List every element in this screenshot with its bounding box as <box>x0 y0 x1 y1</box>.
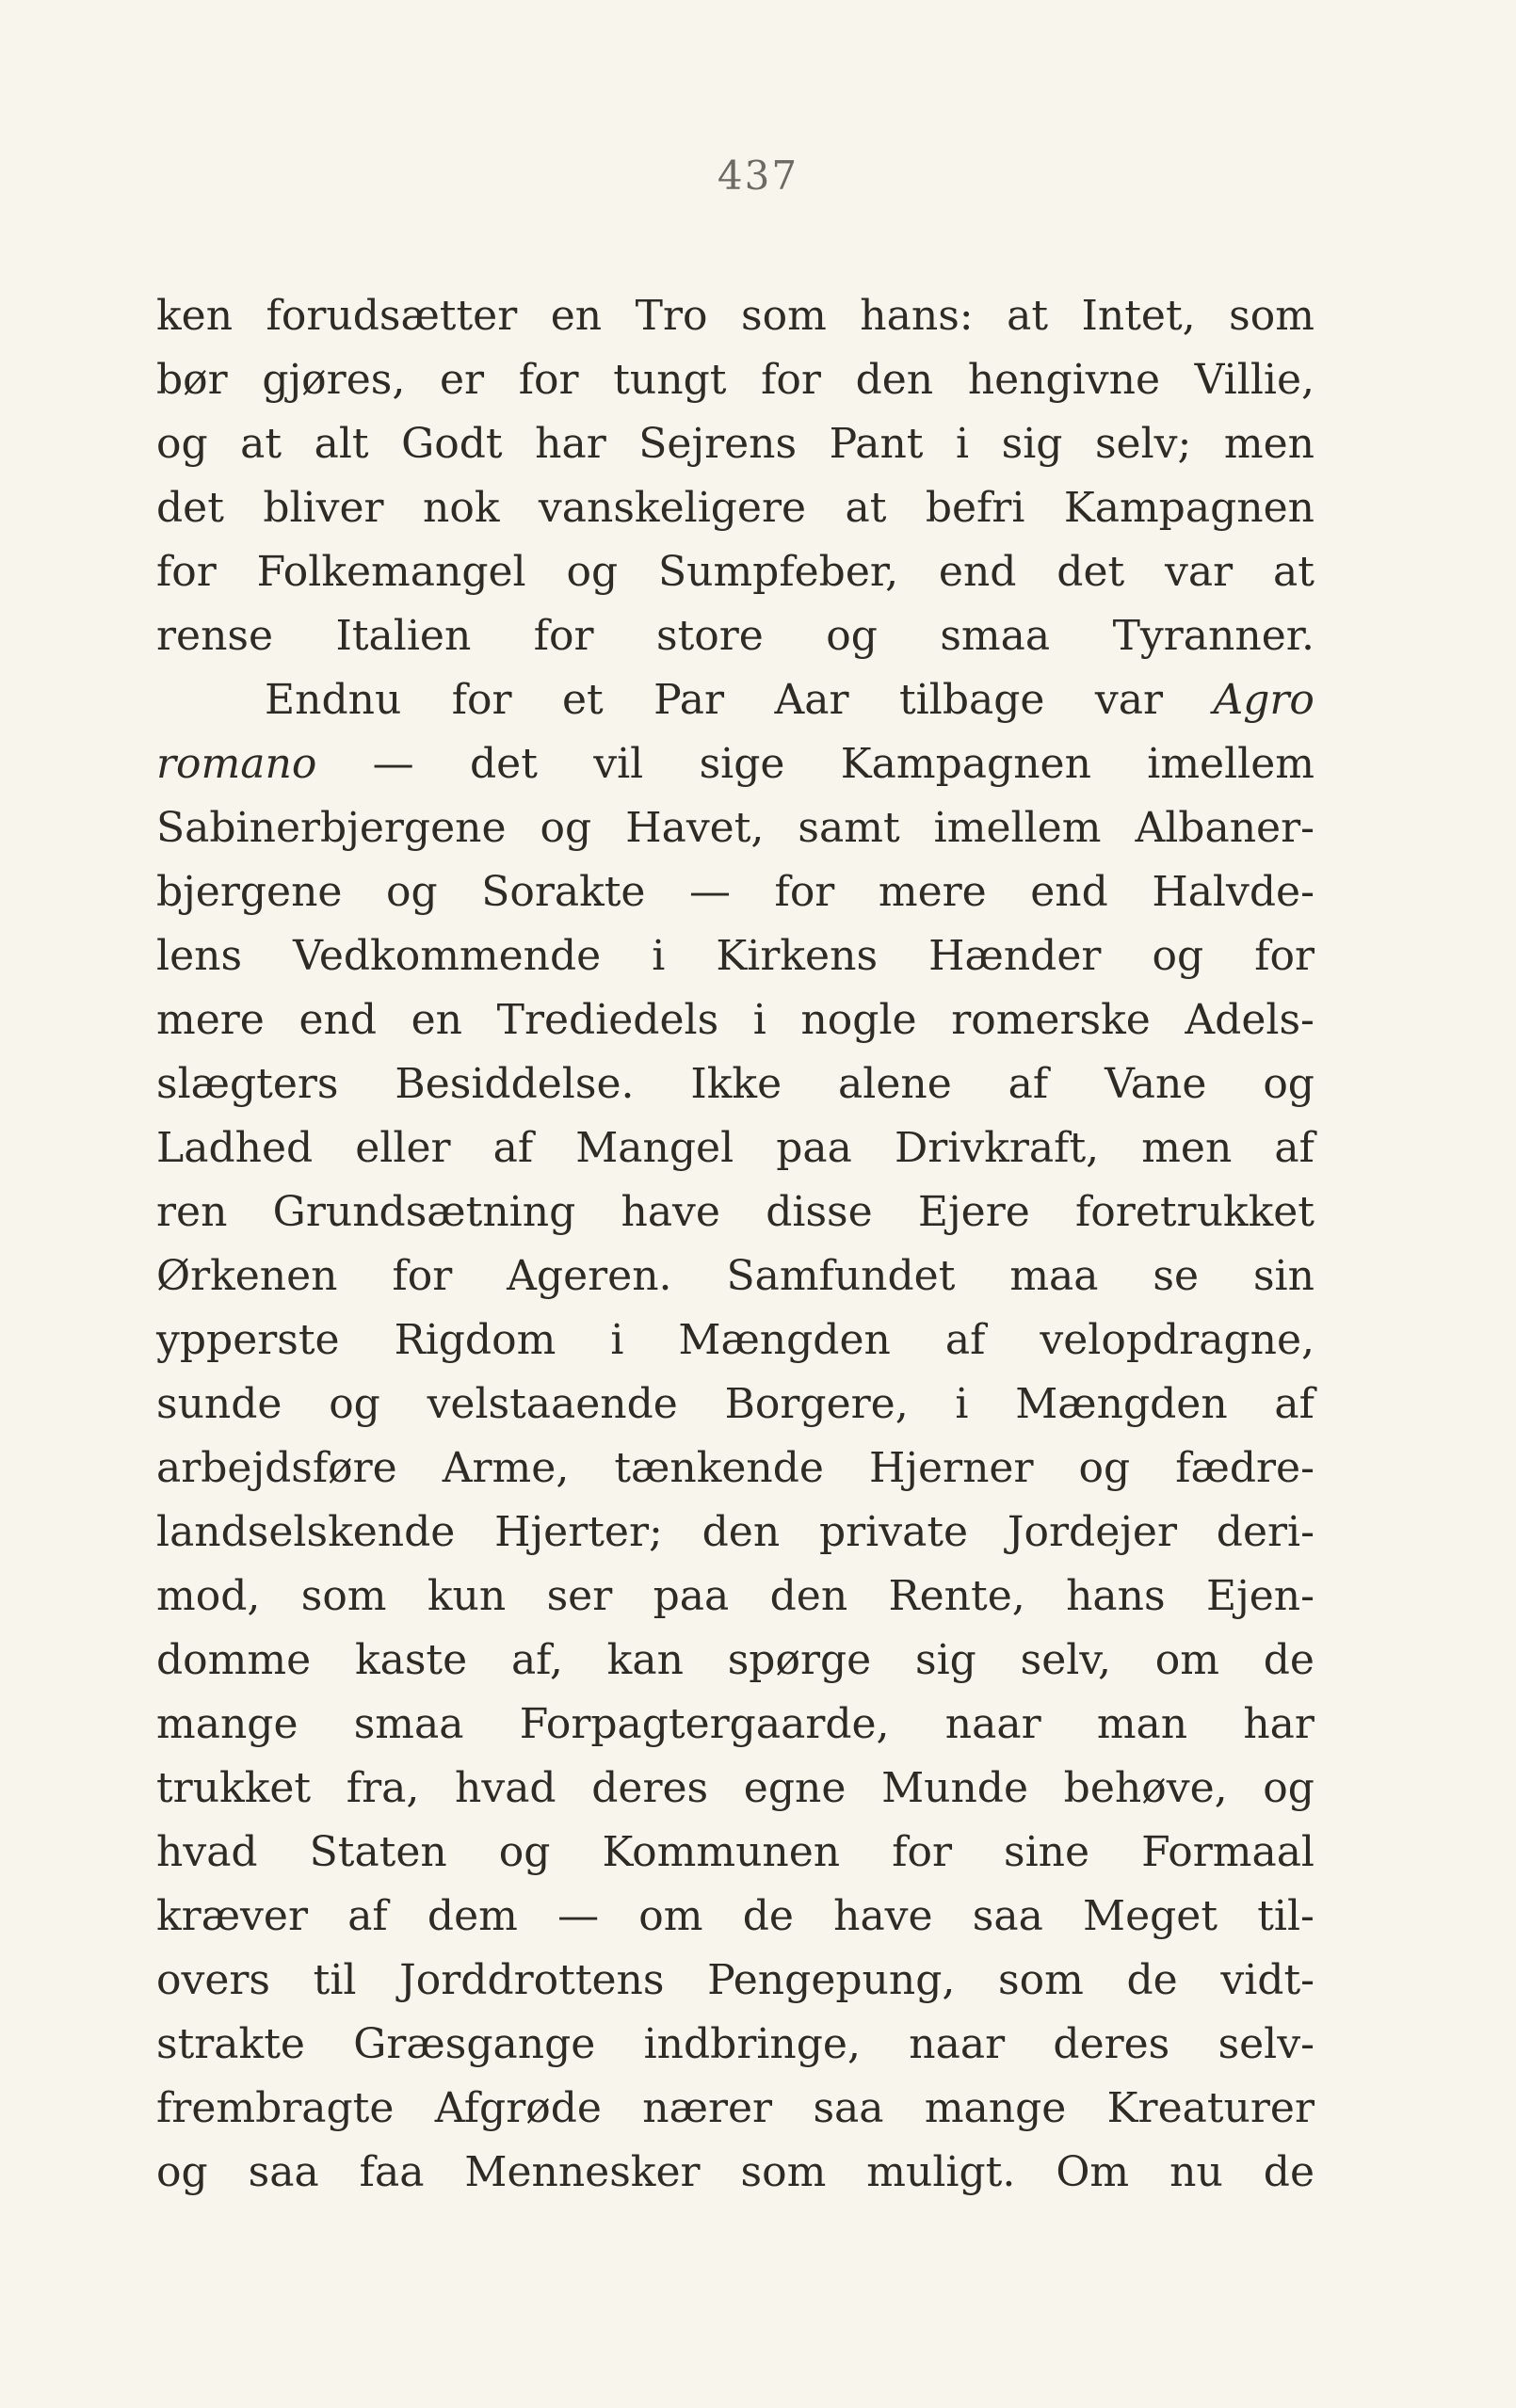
word: og <box>498 1828 551 1876</box>
word: Kampagnen <box>1063 484 1314 532</box>
word: Villie, <box>1194 356 1314 404</box>
word: kan <box>606 1636 684 1684</box>
word: egne <box>743 1764 847 1812</box>
word: fra, <box>346 1764 420 1812</box>
word: Afgrøde <box>434 2084 602 2132</box>
word: en <box>411 996 462 1044</box>
word: rense <box>156 612 274 660</box>
word: Mængden <box>1015 1380 1228 1428</box>
word: naar <box>944 1700 1041 1748</box>
word: Vedkommende <box>293 932 602 980</box>
word: trukket <box>156 1764 312 1812</box>
body-text <box>156 284 1314 2205</box>
text-line <box>156 604 1314 668</box>
word: Formaal <box>1141 1828 1314 1876</box>
word: bliver <box>263 484 384 532</box>
word: af <box>1274 1124 1314 1172</box>
word: vanskeligere <box>538 484 807 532</box>
word: de <box>1263 1636 1314 1684</box>
word: for <box>518 356 579 404</box>
text-line <box>156 1757 1314 1821</box>
word: hvad <box>156 1828 258 1876</box>
word: Rente, <box>888 1572 1025 1620</box>
word: og <box>1263 1764 1314 1812</box>
text-line <box>156 1244 1314 1308</box>
word: imellem <box>933 804 1102 852</box>
word: Italien <box>335 612 472 660</box>
word: end <box>1030 868 1108 916</box>
word: for <box>533 612 594 660</box>
word: overs <box>156 1956 270 2004</box>
word: Munde <box>881 1764 1028 1812</box>
word: indbringe, <box>643 2020 861 2068</box>
word: frembragte <box>156 2084 395 2132</box>
word: paa <box>653 1572 730 1620</box>
word: arbejdsføre <box>156 1444 397 1492</box>
word: have <box>621 1188 720 1236</box>
text-line <box>156 732 1314 796</box>
word: sunde <box>156 1380 282 1428</box>
word: hvad <box>455 1764 556 1812</box>
word: — <box>557 1892 600 1940</box>
text-line <box>156 2141 1314 2205</box>
word: sig <box>1001 420 1063 468</box>
word: maa <box>1009 1252 1099 1300</box>
word: — <box>689 868 731 916</box>
word: i <box>610 1316 624 1364</box>
word: lens <box>156 932 243 980</box>
word: for <box>451 676 512 724</box>
word: af <box>944 1316 986 1364</box>
word: de <box>1263 2148 1314 2196</box>
word: som <box>998 1956 1084 2004</box>
word: ken <box>156 292 234 340</box>
word: Sorakte <box>481 868 646 916</box>
word: Intet, <box>1081 292 1196 340</box>
word: at <box>1007 292 1049 340</box>
word: tilbage <box>899 676 1045 724</box>
word: Ørkenen <box>156 1252 338 1300</box>
word: muligt. <box>866 2148 1016 2196</box>
word: nogle <box>800 996 917 1044</box>
word: Tyranner. <box>1112 612 1314 660</box>
word: Pengepung, <box>707 1956 956 2004</box>
word: som <box>300 1572 387 1620</box>
word: Par <box>653 676 725 724</box>
word: den <box>855 356 934 404</box>
text-line <box>156 1437 1314 1501</box>
word: Jorddrottens <box>399 1956 665 2004</box>
word: fædre- <box>1175 1444 1314 1492</box>
word: deri- <box>1216 1508 1314 1556</box>
word: Sabinerbjergene <box>156 804 507 852</box>
word: det <box>1056 548 1125 596</box>
word: en <box>550 292 603 340</box>
word: ypperste <box>156 1316 340 1364</box>
word: og <box>826 612 878 660</box>
word: selv, <box>1020 1636 1111 1684</box>
word: end <box>938 548 1017 596</box>
word: Ladhed <box>156 1124 314 1172</box>
word: Hjerner <box>869 1444 1034 1492</box>
word: for <box>392 1252 453 1300</box>
word: i <box>652 932 666 980</box>
word: samt <box>798 804 900 852</box>
word: hans: <box>860 292 974 340</box>
word: af <box>347 1892 388 1940</box>
word: i <box>956 420 970 468</box>
text-line <box>156 1693 1314 1757</box>
word: forudsætter <box>266 292 518 340</box>
text-line <box>156 476 1314 540</box>
word: domme <box>156 1636 312 1684</box>
word: Ikke <box>690 1060 782 1108</box>
word: Samfundet <box>726 1252 956 1300</box>
word: Adels- <box>1185 996 1314 1044</box>
word: Drivkraft, <box>894 1124 1100 1172</box>
word: kræver <box>156 1892 308 1940</box>
word: tænkende <box>614 1444 824 1492</box>
word: nærer <box>642 2084 773 2132</box>
word: er <box>439 356 485 404</box>
word: hans <box>1066 1572 1166 1620</box>
word: Forpagtergaarde, <box>519 1700 890 1748</box>
word: Pant <box>829 420 924 468</box>
text-line <box>156 1501 1314 1565</box>
word: de <box>1126 1956 1178 2004</box>
word: og <box>566 548 619 596</box>
word: for <box>156 548 217 596</box>
word: alt <box>314 420 369 468</box>
word: Halvde- <box>1152 868 1314 916</box>
word: vidt- <box>1220 1956 1314 2004</box>
word: Grundsætning <box>272 1188 576 1236</box>
word: romerske <box>951 996 1151 1044</box>
word: af, <box>510 1636 563 1684</box>
word: Hjerter; <box>494 1508 663 1556</box>
word: Kommunen <box>602 1828 841 1876</box>
word: har <box>1243 1700 1314 1748</box>
word: naar <box>909 2020 1006 2068</box>
word: Besiddelse. <box>395 1060 635 1108</box>
word: og <box>386 868 438 916</box>
word: nok <box>422 484 500 532</box>
word: Hænder <box>928 932 1102 980</box>
word: og <box>540 804 592 852</box>
text-line <box>156 860 1314 924</box>
text-line <box>156 2077 1314 2141</box>
word: som <box>740 2148 827 2196</box>
word: mange <box>924 2084 1067 2132</box>
word: og <box>1078 1444 1131 1492</box>
word: disse <box>766 1188 873 1236</box>
word: bør <box>156 356 228 404</box>
word: har <box>535 420 606 468</box>
word: Borgere, <box>724 1380 909 1428</box>
word: at <box>1273 548 1314 596</box>
word: foretrukket <box>1075 1188 1314 1236</box>
word: landselskende <box>156 1508 456 1556</box>
word: saa <box>248 2148 319 2196</box>
word: Folkemangel <box>256 548 526 596</box>
word: nu <box>1169 2148 1223 2196</box>
word: tungt <box>613 356 727 404</box>
word: Ejen- <box>1205 1572 1314 1620</box>
word: det <box>470 740 538 788</box>
word: dem <box>427 1892 518 1940</box>
word: Mangel <box>575 1124 734 1172</box>
text-line <box>156 412 1314 476</box>
word: end <box>298 996 377 1044</box>
word: Havet, <box>625 804 765 852</box>
word: som <box>741 292 827 340</box>
word: sin <box>1252 1252 1314 1300</box>
word: var <box>1094 676 1163 724</box>
word: Agro <box>1213 676 1314 724</box>
word: Sejrens <box>638 420 798 468</box>
word: paa <box>776 1124 852 1172</box>
word: velstaaende <box>427 1380 678 1428</box>
word: bjergene <box>156 868 343 916</box>
word: men <box>1223 420 1314 468</box>
word: sig <box>914 1636 976 1684</box>
text-line <box>156 348 1314 412</box>
word: Sumpfeber, <box>657 548 899 596</box>
word: og <box>1152 932 1204 980</box>
text-line <box>156 924 1314 988</box>
word: at <box>240 420 282 468</box>
word: i <box>752 996 766 1044</box>
word: Jordejer <box>1007 1508 1177 1556</box>
word: ser <box>546 1572 613 1620</box>
word: Om <box>1056 2148 1130 2196</box>
word: Godt <box>401 420 503 468</box>
word: befri <box>925 484 1025 532</box>
word: Mængden <box>678 1316 891 1364</box>
word: Græsgange <box>353 2020 596 2068</box>
word: for <box>761 356 821 404</box>
text-line <box>156 284 1314 348</box>
word: et <box>562 676 604 724</box>
text-line <box>156 1565 1314 1629</box>
word: og <box>1263 1060 1314 1108</box>
word: Trediedels <box>496 996 719 1044</box>
word: den <box>769 1572 848 1620</box>
text-line <box>156 1180 1314 1244</box>
text-line <box>156 1116 1314 1180</box>
word: hengivne <box>967 356 1160 404</box>
word: strakte <box>156 2020 305 2068</box>
word: deres <box>591 1764 709 1812</box>
word: Tro <box>635 292 708 340</box>
word: sige <box>699 740 785 788</box>
word: men <box>1141 1124 1233 1172</box>
word: Rigdom <box>394 1316 556 1364</box>
word: Kirkens <box>716 932 879 980</box>
word: gjøres, <box>262 356 406 404</box>
word: om <box>638 1892 703 1940</box>
text-line <box>156 1052 1314 1116</box>
page-number: 437 <box>717 153 799 199</box>
text-line <box>156 1885 1314 1949</box>
text-line <box>156 988 1314 1052</box>
word: Aar <box>774 676 849 724</box>
text-line <box>156 1373 1314 1437</box>
word: kun <box>427 1572 507 1620</box>
word: om <box>1154 1636 1219 1684</box>
word: mod, <box>156 1572 261 1620</box>
word: Meget <box>1083 1892 1218 1940</box>
word: imellem <box>1147 740 1314 788</box>
word: Vane <box>1105 1060 1207 1108</box>
word: behøve, <box>1063 1764 1228 1812</box>
word: romano <box>156 740 317 788</box>
word: Mennesker <box>464 2148 701 2196</box>
word: store <box>655 612 764 660</box>
word: de <box>742 1892 794 1940</box>
word: spørge <box>727 1636 872 1684</box>
text-line <box>156 1949 1314 2013</box>
word: og <box>156 2148 208 2196</box>
word: af <box>1008 1060 1049 1108</box>
word: selv- <box>1218 2020 1314 2068</box>
word: ren <box>156 1188 228 1236</box>
word: Albaner- <box>1135 804 1314 852</box>
text-line <box>156 796 1314 860</box>
word: som <box>1229 292 1314 340</box>
word: i <box>955 1380 969 1428</box>
word: smaa <box>353 1700 464 1748</box>
word: Kreaturer <box>1106 2084 1314 2132</box>
word: at <box>845 484 887 532</box>
text-line <box>156 2013 1314 2077</box>
word: for <box>892 1828 952 1876</box>
word: vil <box>593 740 644 788</box>
word: deres <box>1053 2020 1170 2068</box>
text-line <box>156 540 1314 604</box>
word: og <box>156 420 208 468</box>
text-line <box>156 1629 1314 1693</box>
word: have <box>833 1892 933 1940</box>
word: Arme, <box>442 1444 570 1492</box>
word: alene <box>838 1060 952 1108</box>
word: var <box>1165 548 1234 596</box>
word: sine <box>1004 1828 1090 1876</box>
word: mere <box>878 868 987 916</box>
word: faa <box>359 2148 425 2196</box>
word: man <box>1096 1700 1188 1748</box>
word: saa <box>813 2084 884 2132</box>
word: af <box>492 1124 534 1172</box>
text-line <box>156 1821 1314 1885</box>
word: til <box>313 1956 357 2004</box>
word: Kampagnen <box>840 740 1091 788</box>
text-line <box>156 1308 1314 1373</box>
word: private <box>818 1508 969 1556</box>
word: slægters <box>156 1060 339 1108</box>
word: og <box>329 1380 380 1428</box>
word: Ageren. <box>507 1252 672 1300</box>
word: selv; <box>1094 420 1192 468</box>
text-line <box>156 668 1314 732</box>
word: velopdragne, <box>1040 1316 1314 1364</box>
word: smaa <box>940 612 1051 660</box>
word: mere <box>156 996 265 1044</box>
word: se <box>1153 1252 1200 1300</box>
word: Ejere <box>917 1188 1030 1236</box>
word: den <box>702 1508 781 1556</box>
word: — <box>372 740 414 788</box>
word: kaste <box>354 1636 468 1684</box>
word: eller <box>355 1124 451 1172</box>
word: det <box>156 484 224 532</box>
word: Endnu <box>265 676 402 724</box>
word: mange <box>156 1700 298 1748</box>
word: saa <box>972 1892 1043 1940</box>
word: til- <box>1257 1892 1314 1940</box>
word: for <box>774 868 835 916</box>
word: for <box>1254 932 1314 980</box>
word: af <box>1274 1380 1314 1428</box>
word: Staten <box>309 1828 447 1876</box>
